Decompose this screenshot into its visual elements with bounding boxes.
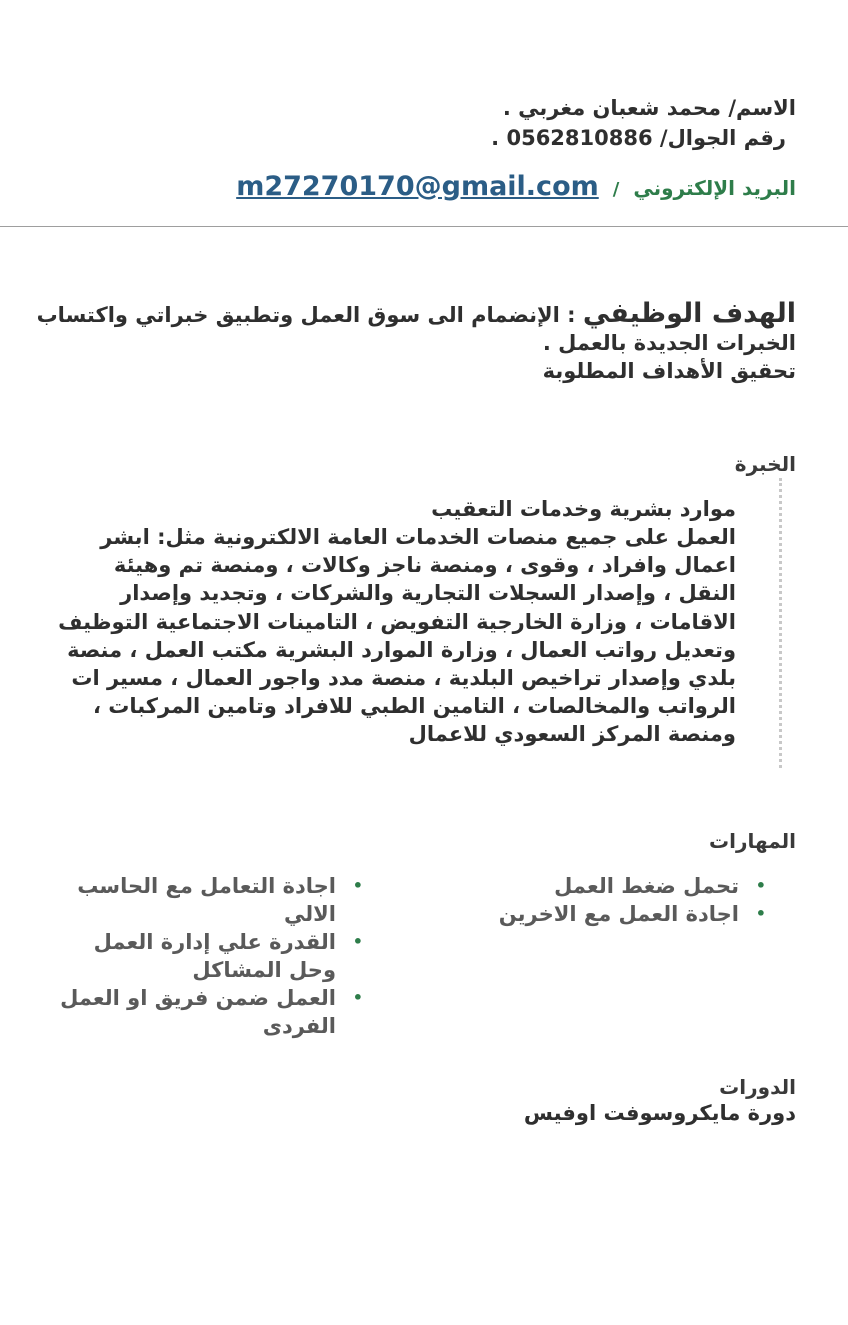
skill-item — [466, 872, 766, 900]
skill-label: القدرة علي إدارة العمل وحل المشاكل — [93, 930, 336, 982]
skill-label: العمل ضمن فريق او العمل الفردى — [60, 986, 336, 1038]
courses-heading: الدورات — [719, 1075, 796, 1099]
header-divider — [0, 226, 848, 227]
experience-title: موارد بشرية وخدمات التعقيب — [431, 497, 736, 521]
email-separator: / — [612, 179, 620, 200]
course-item: دورة مايكروسوفت اوفيس — [523, 1101, 796, 1125]
objective-section — [36, 300, 796, 385]
skill-label: تحمل ضغط العمل — [554, 874, 739, 898]
skills-list-right — [466, 872, 766, 928]
bullet-dot-icon: • — [352, 988, 363, 1007]
objective-line2: تحقيق الأهداف المطلوبة — [542, 359, 796, 383]
bullet-dot-icon: • — [352, 876, 363, 895]
skill-item — [43, 872, 363, 928]
objective-text: : الإنضمام الى سوق العمل وتطبيق خبراتي واكتساب الخبرات الجديدة بالعمل . — [36, 303, 796, 355]
experience-heading: الخبرة — [734, 452, 796, 476]
objective-heading: الهدف الوظيفي — [582, 298, 796, 329]
bullet-dot-icon: • — [352, 932, 363, 951]
bullet-dot-icon: • — [755, 904, 766, 923]
name-line: الاسم/ محمد شعبان مغربي . — [502, 96, 796, 120]
skill-item — [43, 928, 363, 984]
skill-label: اجادة التعامل مع الحاسب الالي — [77, 874, 336, 926]
experience-dotted-rule — [779, 478, 782, 768]
phone-line: رقم الجوال/ 0562810886 . — [491, 126, 786, 150]
bullet-dot-icon: • — [755, 876, 766, 895]
email-link[interactable]: m27270170@gmail.com — [236, 171, 599, 202]
skill-item — [466, 900, 766, 928]
skills-list-left — [43, 872, 363, 1040]
email-label: البريد الإلكتروني — [633, 176, 796, 200]
experience-description: العمل على جميع منصات الخدمات العامة الالكترونية مثل: ابشر اعمال وافراد ، وقوى ، ومنصة ناجز وكالات ، ومنصة تم وهيئة النقل ، وإصدار السجلات التجارية والشركات ، وتجديد وإصدار الاقامات ، وزارة الخارجية التفويض ، التامينات الاجتماعية التوظيف وتعديل رواتب العمال ، وزارة الموارد البشرية مكتب العمل ، منصة بلدي وإصدار تراخيص البلدية ، منصة مدد واجور العمال ، مسير ات الرواتب والمخالصات ، التامين الطبي للافراد وتامين المركبات ، ومنصة المركز السعودي للاعمال — [58, 525, 736, 747]
skill-item — [43, 984, 363, 1040]
skill-label: اجادة العمل مع الاخرين — [498, 902, 739, 926]
email-row — [236, 171, 796, 202]
skills-heading: المهارات — [709, 829, 796, 853]
